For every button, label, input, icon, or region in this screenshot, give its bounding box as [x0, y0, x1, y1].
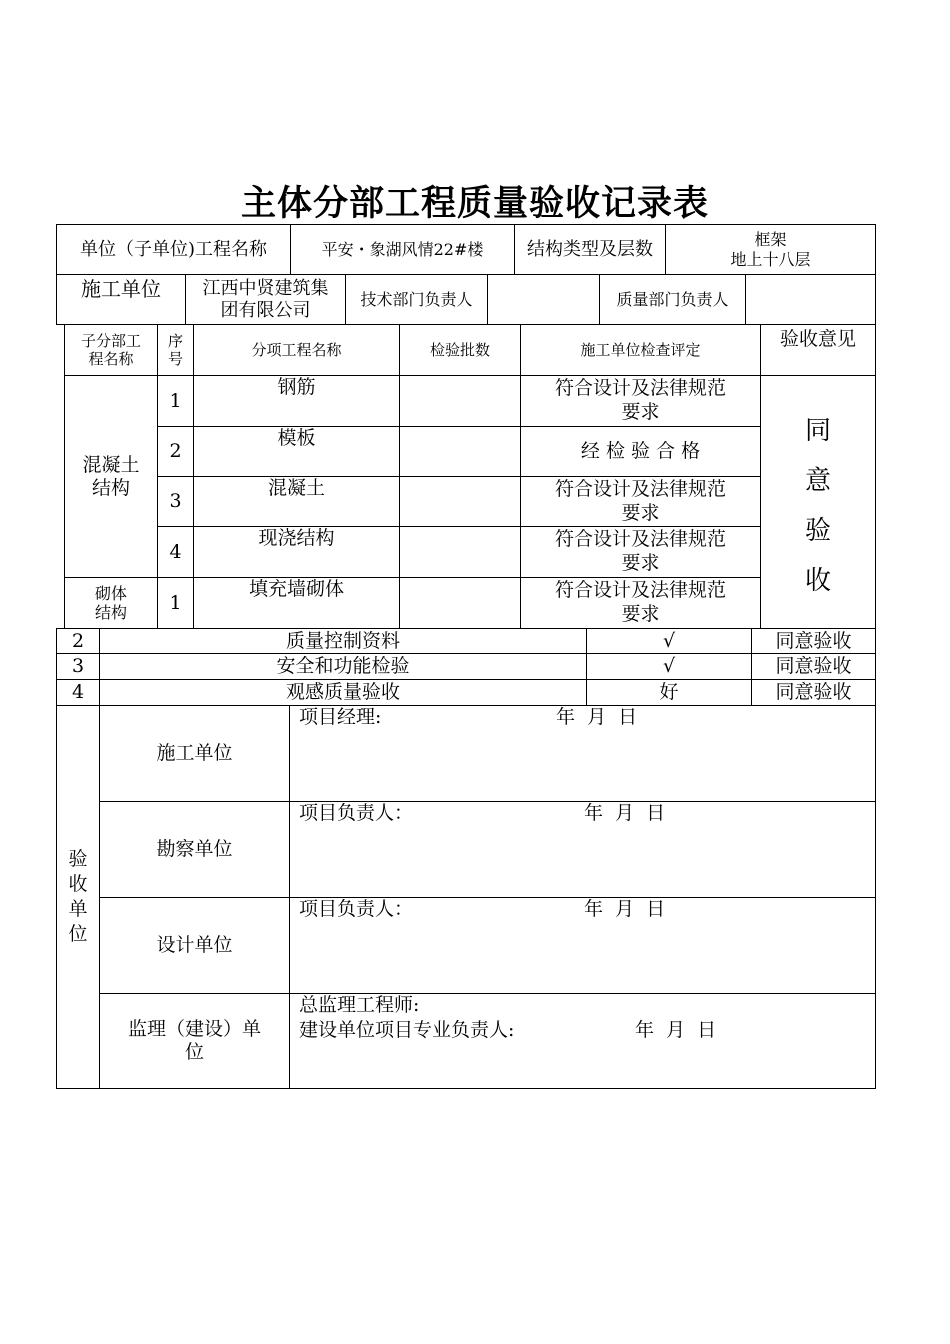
summary-check: √ — [587, 654, 752, 680]
item-check-line2: 要求 — [621, 501, 660, 524]
summary-opinion: 同意验收 — [752, 654, 875, 680]
group-concrete-line2: 结构 — [91, 476, 130, 499]
summary-check: 好 — [587, 680, 752, 705]
signoff-group-char: 位 — [68, 923, 88, 945]
col-seq-line2: 号 — [167, 350, 183, 368]
item-batches — [400, 477, 521, 527]
signoff-group-label — [57, 706, 100, 1088]
item-seq: 4 — [158, 527, 194, 578]
item-check — [521, 376, 761, 427]
signoff-unit: 设计单位 — [100, 898, 290, 994]
item-check-line2: 要求 — [621, 552, 660, 574]
signoff-person-line2: 建设单位项目专业负责人: — [299, 1019, 515, 1041]
col-seq — [158, 325, 194, 376]
item-name: 钢筋 — [194, 376, 400, 427]
acceptance-char: 收 — [804, 566, 831, 596]
signoff-person: 总监理工程师: — [299, 994, 420, 1016]
col-item-name: 分项工程名称 — [194, 325, 400, 376]
project-name-label: 单位（子单位)工程名称 — [57, 225, 291, 275]
structure-type-value — [666, 225, 875, 275]
col-seq-line1: 序 — [167, 332, 183, 350]
signoff-group-char: 单 — [68, 898, 88, 920]
item-check — [521, 527, 761, 578]
col-sub-division — [65, 325, 158, 376]
summary-opinion: 同意验收 — [775, 681, 852, 704]
summary-name: 安全和功能检验 — [100, 654, 587, 680]
signoff-entry — [290, 706, 875, 802]
item-seq: 1 — [158, 376, 194, 427]
structure-type-line2: 地上十八层 — [730, 249, 811, 269]
quality-lead-label: 质量部门负责人 — [600, 275, 746, 325]
col-sub-division-line1: 子分部工 — [80, 332, 141, 350]
item-name: 现浇结构 — [194, 527, 400, 578]
group-concrete — [65, 376, 158, 578]
signoff-date: 年 月 日 — [584, 898, 666, 920]
project-name-value: 平安・象湖风情22#楼 — [291, 225, 515, 275]
item-seq: 3 — [158, 477, 194, 527]
item-batches — [400, 376, 521, 427]
signoff-unit: 施工单位 — [100, 706, 290, 802]
page-title: 主体分部工程质量验收记录表 — [240, 184, 709, 224]
item-check — [521, 578, 761, 628]
item-seq: 1 — [158, 578, 194, 628]
acceptance-char: 验 — [804, 516, 831, 546]
item-name: 模板 — [194, 427, 400, 477]
acceptance-char: 意 — [804, 466, 831, 496]
summary-check: √ — [587, 629, 752, 654]
signoff-entry — [290, 994, 875, 1088]
summary-name: 观感质量验收 — [100, 680, 587, 705]
summary-seq: 2 — [57, 629, 100, 654]
item-check-line1: 符合设计及法律规范 — [554, 579, 726, 602]
signoff-person: 项目负责人： — [299, 802, 414, 824]
quality-lead-value — [746, 275, 875, 325]
structure-type-line1: 框架 — [754, 230, 787, 250]
signoff-unit-line1: 监理（建设）单 — [127, 1018, 261, 1041]
signoff-unit-line2: 位 — [184, 1041, 204, 1063]
signoff-entry — [290, 898, 875, 994]
signoff-date: 年 月 日 — [584, 802, 666, 824]
col-contractor-check: 施工单位检查评定 — [521, 325, 761, 376]
col-batches: 检验批数 — [400, 325, 521, 376]
item-check — [521, 427, 761, 477]
item-name: 混凝土 — [194, 477, 400, 527]
tech-lead-label: 技术部门负责人 — [346, 275, 488, 325]
signoff-group-char: 验 — [68, 848, 88, 870]
structure-type-label: 结构类型及层数 — [515, 225, 666, 275]
item-name: 填充墙砌体 — [194, 578, 400, 628]
contractor-label: 施工单位 — [57, 275, 186, 325]
summary-name: 质量控制资料 — [100, 629, 587, 654]
signoff-date: 年 月 日 — [635, 1019, 717, 1041]
contractor-value — [186, 275, 346, 325]
col-acceptance: 验收意见 — [761, 325, 875, 376]
tech-lead-value — [488, 275, 600, 325]
contractor-line2: 团有限公司 — [220, 299, 311, 321]
item-check-line1: 符合设计及法律规范 — [554, 377, 726, 400]
item-seq: 2 — [158, 427, 194, 477]
signoff-entry — [290, 802, 875, 898]
signoff-unit: 勘察单位 — [100, 802, 290, 898]
item-check-line1: 经 检 验 合 格 — [580, 440, 701, 463]
summary-seq: 3 — [57, 654, 100, 680]
signoff-person: 项目负责人： — [299, 898, 414, 920]
contractor-line1: 江西中贤建筑集 — [202, 277, 329, 299]
acceptance-opinion — [761, 376, 875, 628]
acceptance-char: 同 — [804, 416, 831, 446]
signoff-date: 年 月 日 — [556, 706, 638, 728]
group-masonry-line2: 结构 — [94, 603, 127, 622]
signoff-group-char: 收 — [68, 873, 88, 895]
group-masonry — [65, 578, 158, 628]
group-concrete-line1: 混凝土 — [82, 453, 140, 476]
summary-opinion: 同意验收 — [752, 629, 875, 654]
summary-seq: 4 — [57, 680, 100, 705]
item-check-line1: 符合设计及法律规范 — [554, 528, 726, 551]
item-check-line2: 要求 — [621, 603, 660, 625]
col-sub-division-line2: 程名称 — [88, 350, 134, 368]
item-batches — [400, 427, 521, 477]
item-batches — [400, 578, 521, 628]
item-check-line1: 符合设计及法律规范 — [554, 477, 726, 500]
signoff-unit — [100, 994, 290, 1088]
signoff-person: 项目经理: — [299, 706, 382, 728]
group-masonry-line1: 砌体 — [94, 583, 127, 603]
item-batches — [400, 527, 521, 578]
item-check-line2: 要求 — [621, 401, 660, 423]
item-check — [521, 477, 761, 527]
